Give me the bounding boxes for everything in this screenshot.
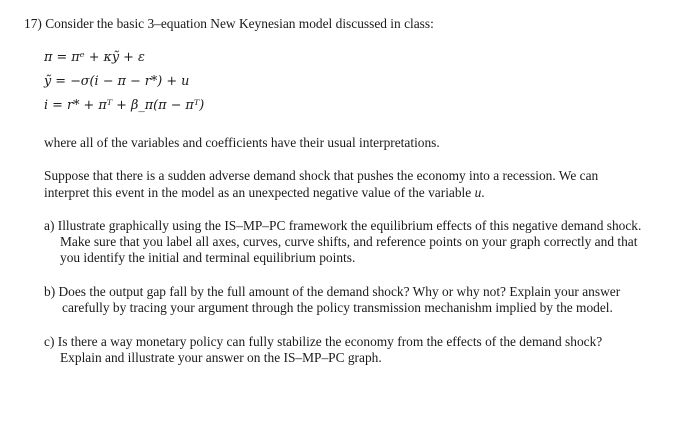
question-title: 17) Consider the basic 3–equation New Keynesian model discussed in class:: [24, 16, 434, 31]
part-a-line3: you identify the initial and terminal equilibrium points.: [60, 250, 356, 265]
scenario-text-suffix: .: [481, 185, 485, 200]
equation-phillips-curve: π = πᵉ + κỹ + ε: [44, 50, 145, 65]
scenario-text-prefix: interpret this event in the model as an unexpected negative value of the variable: [44, 185, 475, 200]
scenario-text-line1: Suppose that there is a sudden adverse demand shock that pushes the economy into a recession. We can: [44, 168, 599, 183]
equation-is-curve: ỹ = −σ(i − π − r*) + u: [44, 74, 190, 89]
part-c-line1: c) Is there a way monetary policy can fully stabilize the economy from the effects of the demand shock?: [44, 334, 603, 349]
equation-mp-rule: i = r* + πᵀ + β_π(π − πᵀ): [44, 98, 205, 113]
part-b-line1: b) Does the output gap fall by the full amount of the demand shock? Why or why not? Explain your answer: [44, 284, 621, 299]
part-b-line2: carefully by tracing your argument through the policy transmission mechanishm implied by the model.: [62, 300, 613, 315]
part-a-line2: Make sure that you label all axes, curves, curve shifts, and reference points on your graph correctly and that: [60, 234, 638, 249]
part-a-line1: a) Illustrate graphically using the IS–MP–PC framework the equilibrium effects of this negative demand shock.: [44, 218, 642, 233]
part-c-line2: Explain and illustrate your answer on the IS–MP–PC graph.: [60, 350, 382, 365]
variable-u: u: [474, 185, 482, 200]
interpretation-text: where all of the variables and coefficients have their usual interpretations.: [44, 135, 440, 150]
scenario-text-line2: [44, 185, 485, 201]
